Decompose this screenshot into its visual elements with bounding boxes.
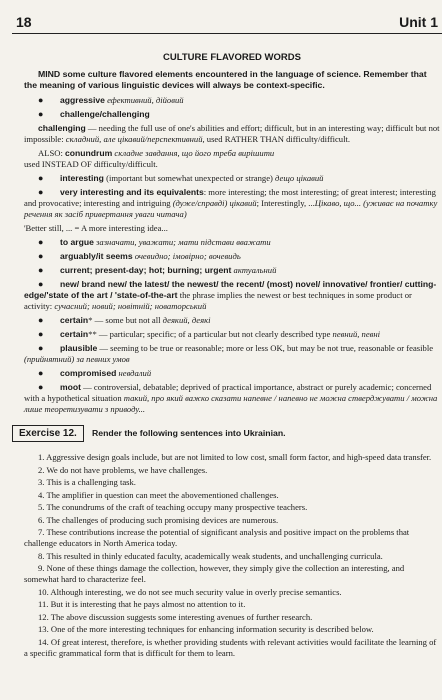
list-item: ● challenge/challenging (38, 109, 150, 119)
exercise-sentence: 14. Of great interest, therefore, is whether providing students with relevant activities would facilitate the learning of a specific grammatical form that is difficult for them to learn. (24, 636, 437, 658)
exercise-sentence: 13. One of the more interesting techniques for enhancing information security is described below. (38, 624, 374, 634)
exercise-sentence: 6. The challenges of producing such promising devices are numerous. (38, 514, 279, 525)
exercise-sentence: 8. This resulted in thinly educated faculty, academically weak students, and unchallenging curricula. (38, 550, 383, 561)
definition: challenging — needing the full use of one's abilities and effort; difficult, but in an interesting way; difficult but not impossible: складний, але цікавий/перспективний, used RATHER THAN difficulty/difficult. (24, 123, 440, 144)
bullet-icon: ● (38, 187, 44, 197)
bullet-icon: ● (38, 265, 44, 275)
definition: ALSO: conundrum складне завдання, що його треба вирішити used INSTEAD OF difficulty/difficult. (24, 148, 275, 169)
exercise-sentence: 9. None of these things damage the collection, however, they simply give the collection an interesting, and somewhat hard to characterize feel. (24, 563, 405, 584)
bullet-icon: ● (38, 251, 44, 261)
exercise-sentence: 10. Although interesting, we do not see much security value in overly precise semantics. (38, 586, 342, 597)
exercise-header (12, 425, 440, 442)
list-item: ● very interesting and its equivalents: more interesting; the most interesting; of great interest; interesting and provocative; interesting and intriguing (дуже/справді) цікавий; Interestingly, ...Цікаво, що... (уживає на початку речення як засіб привертання уваги читача) (24, 187, 438, 219)
list-item: ● certain** — particular; specific; of a particular but not clearly described type певний, певні (38, 329, 381, 339)
exercise-sentence: 1. Aggressive design goals include, but are not limited to low cost, small form factor, and high-speed data transfer. (38, 452, 432, 462)
unit-label: Unit 1 (399, 14, 438, 30)
bullet-icon: ● (38, 237, 44, 247)
list-item: ● compromised невдалий (38, 368, 152, 378)
exercise-instruction: Render the following sentences into Ukrainian. (91, 428, 286, 438)
bullet-icon: ● (38, 279, 44, 289)
exercise-sentence: 11. But it is interesting that he pays almost no attention to it. (38, 599, 246, 609)
exercise-sentence: 12. The above discussion suggests some interesting avenues of further research. (38, 611, 313, 622)
bullet-icon: ● (38, 95, 44, 105)
list-item: ● certain* — some but not all деякий, деякі (38, 315, 211, 325)
exercise-sentence: 2. We do not have problems, we have challenges. (38, 464, 208, 475)
list-item: ● arguably/it seems очевидно; імовірно; вочевидь (38, 251, 241, 261)
page-body (19, 52, 440, 660)
header-rule (12, 33, 442, 34)
list-item: ● to argue зазначати, уважати; мати підстави вважати (38, 237, 271, 247)
list-item: ● moot — controversial, debatable; deprived of practical importance, abstract or purely academic; concerned with a hypothetical situation такий, про який важко сказати напевне / напевно не можна стверджувати / можна лише теоретизувати з приводу... (24, 382, 438, 414)
exercise-sentence: 3. This is a challenging task. (38, 477, 136, 487)
bullet-icon: ● (38, 343, 44, 353)
bullet-icon: ● (38, 368, 44, 378)
list-item: ● plausible — seeming to be true or reasonable; more or less OK, but may be not true, reasonable or feasible (прийнятний) за певних умов (24, 343, 434, 364)
definition: 'Better still, ... = A more interesting idea... (24, 223, 168, 233)
bullet-icon: ● (38, 382, 44, 392)
list-item: ● current; present-day; hot; burning; urgent актуальний (38, 265, 277, 275)
page-number: 18 (16, 14, 32, 30)
bullet-icon: ● (38, 109, 44, 119)
exercise-sentence: 4. The amplifier in question can meet the abovementioned challenges. (38, 489, 279, 500)
section-title: CULTURE FLAVORED WORDS (163, 52, 301, 63)
exercise-sentence: 5. The conundrums of the craft of teaching occupy many prospective teachers. (38, 502, 308, 512)
exercise-sentences (24, 452, 440, 659)
list-item: ● interesting (important but somewhat unexpected or strange) дещо цікавий (38, 173, 324, 183)
list-item: ● aggressive ефективний, дійовий (38, 95, 184, 105)
section-intro: MIND some culture flavored elements encountered in the language of science. Remember that the meaning of various linguistic devices will always be context-specific. (24, 69, 427, 90)
exercise-sentence: 7. These contributions increase the potential of significant analysis and positive impact on the problems that challenge educators in North America today. (24, 527, 410, 548)
bullet-icon: ● (38, 315, 44, 325)
bullet-icon: ● (38, 173, 44, 183)
bullet-icon: ● (38, 329, 44, 339)
list-item: ● new/ brand new/ the latest/ the newest/ the recent/ (most) novel/ innovative/ frontier/ cutting-edge/'state of the art / 'state-of-the-art the phrase implies the newest or best techniques in some product or activity: сучасний; новий; новітній; новаторський (24, 279, 437, 311)
exercise-label: Exercise 12. (12, 425, 84, 442)
page-header (10, 14, 442, 34)
